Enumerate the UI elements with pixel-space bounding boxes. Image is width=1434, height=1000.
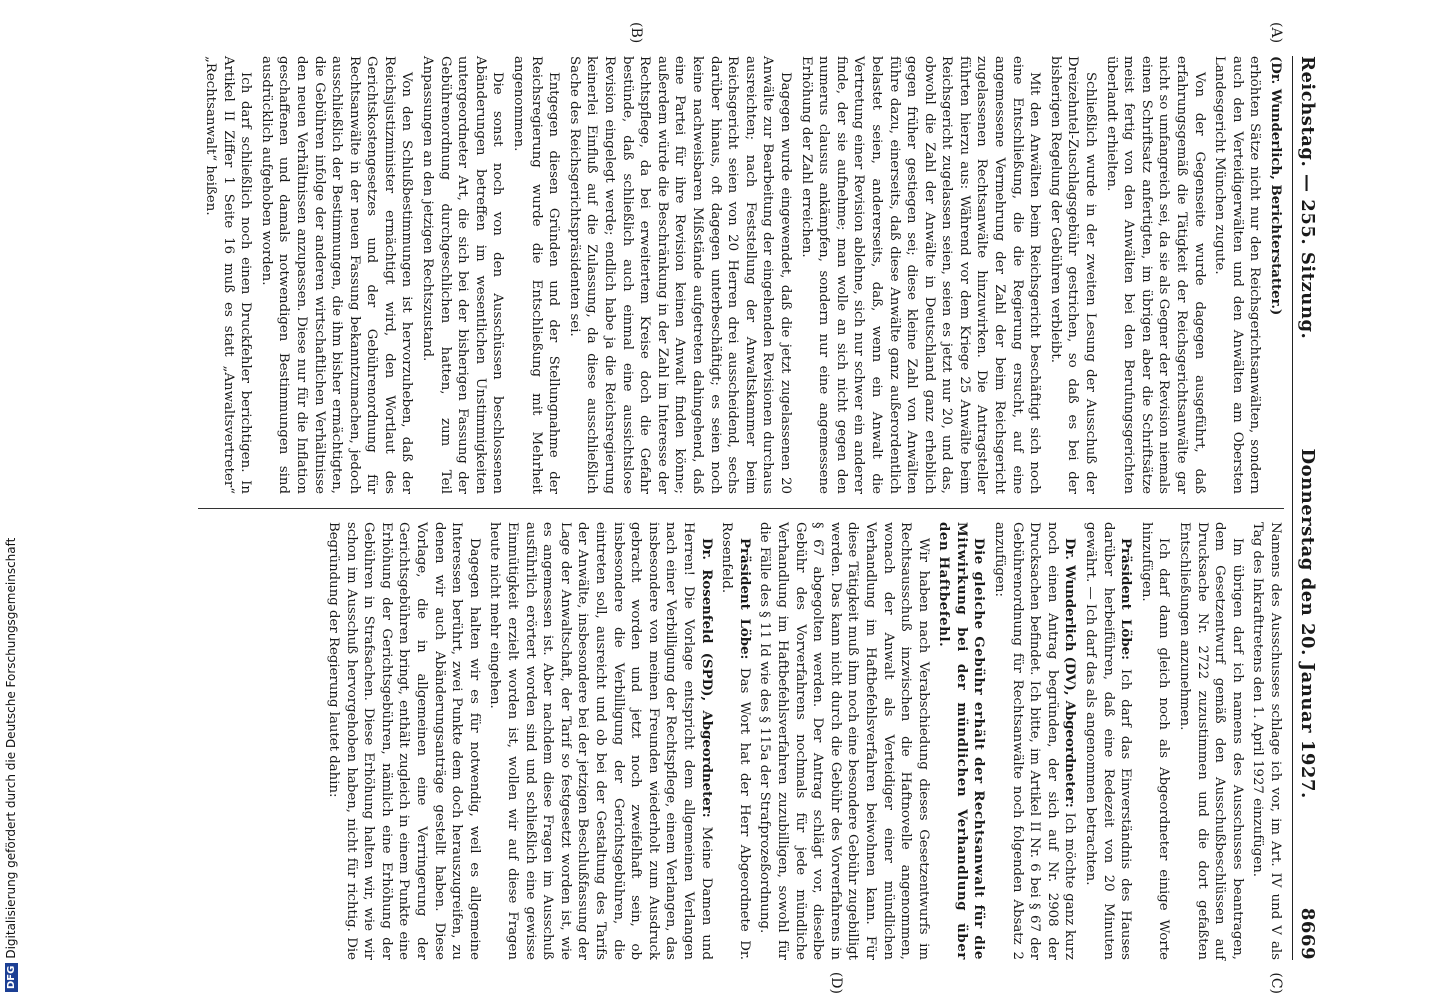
speech-text: Ich darf das Einverständnis des Hauses darüber herbeiführen, daß eine Redezeit von 20 Minuten gewährt. — Ich darf das als angenommen betrachten. [1083, 522, 1134, 960]
left-column [198, 56, 1284, 494]
dfg-logo: DFG [5, 963, 18, 992]
quoted-amendment: Die gleiche Gebühr erhält der Rechtsanwalt für die Mitwirkung bei der mündlichen Verhandlung über den Haftbefehl. [936, 522, 987, 960]
paragraph: Im übrigen darf ich namens des Ausschusses beantragen, dem Gesetzentwurf gemäß den Ausschußbeschlüssen auf Drucksache Nr. 2722 zuzustimmen und die dort gefaßten Entschließungen anzunehmen. [1177, 522, 1245, 960]
paragraph: Ich darf dann gleich noch als Abgeordneter einige Worte hinzufügen. [1138, 522, 1172, 960]
speech-text: Ich möchte ganz kurz noch einen Antrag begründen, der sich auf Nr. 2908 der Drucksachen befindet. Ich bitte, im Artikel II Nr. 6 bei § 67 der Gebührenordnung für Rechtsanwälte noch folgenden Absatz 2 anzufügen: [992, 522, 1078, 961]
speech-president-1 [1081, 522, 1134, 960]
paragraph: Entgegen diesen Gründen und der Stellungnahme der Reichsregierung wurde die Entschließung mit Mehrheit angenommen. [511, 56, 562, 494]
speech-president-2 [718, 522, 753, 960]
margin-mark-d: (D) [828, 971, 844, 994]
speech-text: Meine Damen und Herren! Die Vorlage entspricht dem allgemeinen Verlangen nach einer Verbilligung der Rechtspflege, einem Verlangen, das insbesondere von meinen Freunden wiederholt zum Ausdruck gebracht worden und jetzt noch zweifelhaft sein, ob insbesondere die Verbilligung der Gerichtsgebühren, die eintreten soll, ausreicht und ob bei der Gestaltung des Tarifs der Anwälte, insbesondere bei der jetzigen Beschlußfassung der Lage der Anwaltschaft, der Tarif so festgesetzt worden ist, wie es angemessen ist. Aber nachdem diese Fragen im Ausschuß ausführlich erörtert worden sind und schließlich eine gewisse Einmütigkeit erzielt worden ist, wollen wir auf diese Fragen heute nicht mehr eingehen. [487, 522, 714, 960]
paragraph: Dagegen wurde eingewendet, daß die jetzt zugelassenen 20 Anwälte zur Bearbeitung der eingehenden Revisionen durchaus ausreichten; nach Feststellung der Anwaltskammer beim Reichsgericht seien von 20 Herren drei ausscheidend, sechs darüber hinaus, oft dagegen unterbeschäftigt; es seien noch keine nachweisbaren Mißstände aufgetreten dahingehend, daß eine Partei für ihre Revision keinen Anwalt finden könne; außerdem würde die Beschränkung in der Zahl im Interesse der Rechtspflege, da bei erweitertem Kreise doch die Gefahr bestünde, daß schließlich auch einmal eine aussichtslose Revision eingelegt werde; endlich habe ja die Reichsregierung keinerlei Einfluß auf die Zulassung, da diese ausschließlich Sache des Reichsgerichtspräsidenten sei. [566, 56, 793, 494]
margin-mark-a: (A) [1268, 22, 1284, 44]
paragraph: Von den Schlußbestimmungen ist hervorzuheben, daß der Reichsjustizminister ermächtigt wird, den Wortlaut des Gerichtskostengesetzes und der Gebührenordnung für Rechtsanwälte in der neuen Fassung bekanntzumachen, jedoch ausschließlich der Bestimmungen, die ihm bisher ermächtigten, die Gebühren infolge der anderen wirtschaftlichen Verhältnisse den neuen Verhältnissen anzupassen. Diese nur für die Inflation geschaffenen und damals notwendigen Bestimmungen sind ausdrücklich aufgehoben worden. [258, 56, 415, 494]
credit-text: Digitalisierung gefördert durch die Deutsche Forschungsgemeinschaft [4, 537, 18, 959]
paragraph: Ich darf schließlich noch einen Druckfehler berichtigen. In Artikel II Ziffer 1 Seite 16 muß es statt „Anwaltsvertreter“ „Rechtsanwalt“ heißen. [202, 56, 254, 494]
paragraph: erhöhten Sätze nicht nur den Reichsgerichtsanwälten, sondern auch den Verteidigerwälten und den Anwälten am Obersten Landesgericht München zugute. [1212, 56, 1263, 494]
paragraph: Wir haben nach Verabschiedung dieses Gesetzentwurfs im Rechtsausschuß inzwischen die Haftnovelle angenommen, wonach der Anwalt als Verteidiger einer mündlichen Verhandlung im Haftbefehlsverfahren beiwohnen kann. Für diese Tätigkeit muß ihm noch eine besondere Gebühr zugebilligt werden. Das kann nicht durch die Gebühr des Vorverfahrens in § 67 abgegolten werden. Der Antrag schlägt vor, dieselbe Gebühr des Vorverfahrens nochmals für jede mündliche Verhandlung im Haftbefehlsverfahren zuzubilligen, sowohl für die Fälle des § 11 Id wie des § 115a der Strafprozeßordnung. [757, 522, 931, 960]
newspaper-page [22, 0, 1340, 1000]
page-header [1292, 56, 1318, 960]
column-divider [198, 508, 1284, 509]
paragraph: Mit den Anwälten beim Reichsgericht beschäftigt sich noch eine Entschließung, die die Regierung ersucht, auf eine angemessene Vermehrung der Zahl der beim Reichsgericht zugelassenen Rechtsanwälte hinzuwirken. Die Antragsteller führten hierzu aus: Während vor dem Kriege 25 Anwälte beim Reichsgericht zugelassen seien, seien es jetzt nur 20, und das, obwohl die Zahl der Anwälte in Deutschland ganz erheblich gegen früher gestiegen sei; diese kleine Zahl von Anwälten führe dazu, einerseits, daß diese Anwälte ganz außerordentlich belastet seien, andererseits, daß, wenn ein Anwalt die Vertretung einer Revision ablehne, sich nur schwer ein anderer finde, der sie aufnehme; man wolle an sich nicht gegen den numerus clausus ankämpfen, sondern nur eine angemessene Erhöhung der Zahl erreichen. [798, 56, 1043, 494]
paragraph: Namens des Ausschusses schlage ich vor, im Art. IV und V als Tag des Inkrafttretens den 1. April 1927 einzufügen. [1250, 522, 1283, 960]
speech-wunderlich [991, 522, 1079, 960]
paragraph: Von der Gegenseite wurde dagegen ausgeführt, daß erfahrungsgemäß die Tätigkeit der Reichsgerichtsanwälte gar nicht so umfangreich sei, da sie als Gegner der Revision niemals einen Schriftsatz anfertigten, im übrigen aber die Schriftsätze meist fertig von den Anwälten bei den Berufungsgerichten überlandt erhielten. [1103, 56, 1207, 494]
speaker-line: (Dr. Wunderlich, Berichterstatter.) [1268, 56, 1283, 316]
speech-text: Das Wort hat der Herr Abgeordnete Dr. Rosenfeld. [719, 522, 752, 960]
paragraph: Dagegen halten wir es für notwendig, weil es allgemeine Interessen berührt, zwei Punkte dem doch herauszugreifen, zu denen wir auch Abänderungsanträge gestellt haben. Diese Vorlage, die in allgemeinen eine Verringerung der Gerichtsgebühren bringt, enthält zugleich in einem Punkte eine Erhöhung der Gerichtsgebühren, nämlich eine Erhöhung der Gebühren in Strafsachen. Diese Erhöhung halten wir, wie wir schon im Ausschuß hervorgehoben haben, nicht für richtig. Die Begründung der Regierung lautet dahin: [326, 522, 482, 960]
speaker-name: Dr. Wunderlich (DV), Abgeordneter: [1062, 538, 1078, 808]
right-column [198, 522, 1284, 960]
header-date: Donnerstag den 20. Januar 1927. [1297, 448, 1318, 799]
speaker-name: Dr. Rosenfeld (SPD), Abgeordneter: [698, 538, 714, 818]
speaker-name: Präsident Löbe: [1118, 538, 1134, 660]
page-number: 8669 [1297, 907, 1318, 960]
speech-rosenfeld [486, 522, 715, 960]
paragraph: Die sonst noch von den Ausschüssen beschlossenen Abänderungen betreffen im wesentlichen Unstimmigkeiten untergeordneter Art, die sich bei der bisherigen Fassung der Gebührenordnung durchgeschlichen hatten, zum Teil Anpassungen an den jetzigen Rechtszustand. [420, 56, 506, 494]
speaker-name: Präsident Löbe: [736, 538, 752, 660]
digitization-credit [0, 0, 22, 1000]
paragraph: Schließlich wurde in der zweiten Lesung der Ausschuß der Dreizehntel-Zuschlagsgebühr gestrichen, so daß es bei der bisherigen Regelung der Gebühren verbleibt. [1047, 56, 1099, 494]
text-columns [198, 22, 1284, 994]
margin-mark-c: (C) [1268, 972, 1284, 994]
margin-mark-b: (B) [628, 22, 644, 44]
header-left: Reichstag. — 255. Sitzung. [1297, 56, 1318, 340]
